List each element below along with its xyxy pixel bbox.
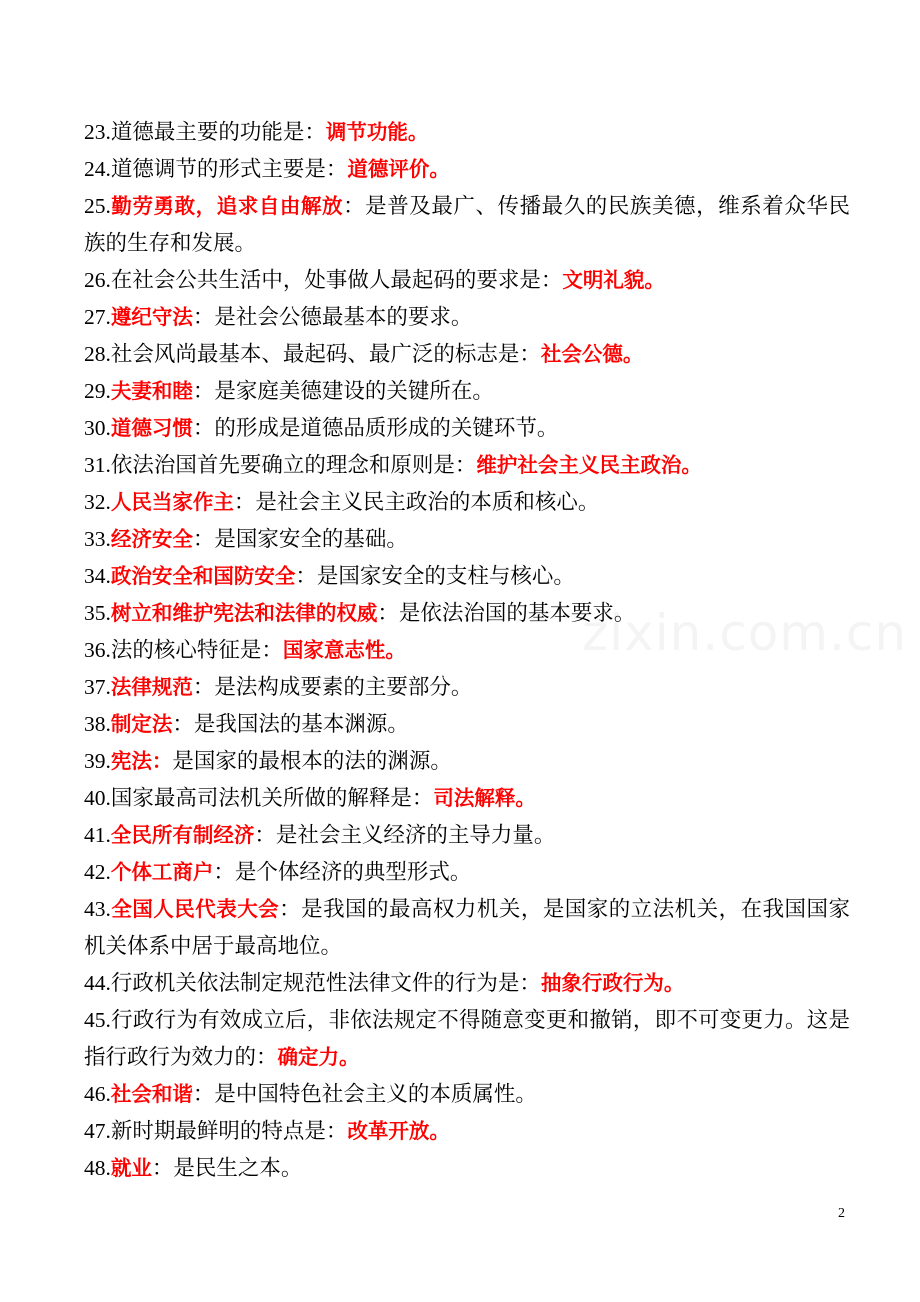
highlighted-answer: 道德评价。 (347, 157, 450, 181)
item-number: 25. (84, 194, 111, 218)
item-number: 42. (84, 860, 111, 884)
page-number: 2 (838, 1206, 845, 1221)
item-number: 23. (84, 120, 111, 144)
item-text: 法的核心特征是： (110, 638, 283, 663)
list-item (84, 854, 850, 891)
list-item (84, 965, 850, 1002)
item-number: 43. (84, 897, 111, 921)
item-number: 32. (84, 490, 111, 514)
highlighted-answer: 道德习惯 (110, 416, 193, 440)
highlighted-answer: 制定法 (110, 712, 173, 736)
highlighted-answer: 法律规范 (110, 675, 193, 699)
item-text: ：是社会主义民主政治的本质和核心。 (233, 490, 600, 515)
list-item (84, 373, 850, 410)
item-text: ：是我国的最高权力机关，是国家的立法机关，在我国国家机关体系中居于最高地位。 (84, 897, 850, 959)
item-number: 27. (84, 305, 111, 329)
list-item (84, 447, 850, 484)
item-text: 依法治国首先要确立的理念和原则是： (110, 453, 477, 478)
item-text: 社会风尚最基本、最起码、最广泛的标志是： (110, 342, 541, 367)
item-number: 31. (84, 453, 111, 477)
highlighted-answer: 全国人民代表大会 (110, 897, 280, 921)
highlighted-answer: 抽象行政行为。 (540, 971, 685, 995)
item-text: ：是社会主义经济的主导力量。 (254, 823, 556, 848)
highlighted-answer: 就业 (110, 1156, 152, 1180)
highlighted-answer: 国家意志性。 (282, 638, 406, 662)
highlighted-answer: 调节功能。 (325, 120, 429, 144)
item-number: 26. (84, 268, 111, 292)
list-item (84, 743, 850, 780)
item-number: 40. (84, 786, 111, 810)
item-text: 是国家的最根本的法的渊源。 (172, 749, 452, 774)
item-number: 47. (84, 1119, 111, 1143)
highlighted-answer: 人民当家作主 (110, 490, 234, 514)
highlighted-answer: 政治安全和国防安全 (110, 564, 296, 588)
list-item (84, 891, 850, 965)
list-item (84, 1113, 850, 1150)
highlighted-answer: 社会公德。 (540, 342, 644, 366)
item-text: ：是依法治国的基本要求。 (377, 601, 636, 626)
item-text: ：是社会公德最基本的要求。 (192, 305, 473, 330)
item-text: ：是我国法的基本渊源。 (172, 712, 409, 737)
highlighted-answer: 维护社会主义民主政治。 (476, 453, 702, 477)
item-number: 39. (84, 749, 111, 773)
list-item (84, 188, 850, 262)
list-item (84, 521, 850, 558)
item-text: ：是法构成要素的主要部分。 (192, 675, 473, 700)
item-text: 道德最主要的功能是： (110, 120, 326, 145)
highlighted-answer: 文明礼貌。 (562, 268, 665, 292)
item-number: 35. (84, 601, 111, 625)
item-number: 48. (84, 1156, 111, 1180)
list-item (84, 410, 850, 447)
item-number: 34. (84, 564, 111, 588)
highlighted-answer: 社会和谐 (110, 1082, 193, 1106)
item-text: ：是国家安全的基础。 (192, 527, 408, 552)
list-item (84, 706, 850, 743)
item-number: 30. (84, 416, 111, 440)
highlighted-answer: 改革开放。 (347, 1119, 450, 1143)
item-number: 44. (84, 971, 111, 995)
highlighted-answer: 宪法： (110, 749, 173, 773)
watermark: zixin.com.cn (582, 604, 908, 662)
highlighted-answer: 遵纪守法 (110, 305, 193, 329)
highlighted-answer: 司法解释。 (433, 786, 536, 810)
list-item (84, 336, 850, 373)
item-text: 行政机关依法制定规范性法律文件的行为是： (110, 971, 541, 996)
list-item (84, 1076, 850, 1113)
item-number: 41. (84, 823, 111, 847)
item-number: 36. (84, 638, 111, 662)
list-item (84, 299, 850, 336)
item-text: 行政行为有效成立后，非依法规定不得随意变更和撤销，即不可变更力。这是指行政行为效力的： (84, 1008, 850, 1070)
list-item (84, 1150, 850, 1187)
list-item (84, 262, 850, 299)
item-text: 道德调节的形式主要是： (110, 157, 348, 182)
highlighted-answer: 个体工商户 (110, 860, 214, 884)
item-text: 新时期最鲜明的特点是： (110, 1119, 348, 1144)
list-item (84, 558, 850, 595)
item-text: ：是中国特色社会主义的本质属性。 (192, 1082, 537, 1107)
list-item (84, 780, 850, 817)
highlighted-answer: 全民所有制经济 (110, 823, 255, 847)
item-text: 国家最高司法机关所做的解释是： (110, 786, 434, 811)
item-number: 45. (84, 1008, 111, 1032)
list-item (84, 114, 850, 151)
highlighted-answer: 经济安全 (110, 527, 193, 551)
highlighted-answer: 树立和维护宪法和法律的权威 (110, 601, 378, 625)
item-text: ：是民生之本。 (151, 1156, 303, 1181)
highlighted-answer: 夫妻和睦 (110, 379, 193, 403)
list-item (84, 669, 850, 706)
item-number: 33. (84, 527, 111, 551)
item-number: 29. (84, 379, 111, 403)
item-text: ：是国家安全的支柱与核心。 (295, 564, 575, 589)
item-number: 37. (84, 675, 111, 699)
item-text: ：是家庭美德建设的关键所在。 (192, 379, 494, 404)
highlighted-answer: 勤劳勇敢，追求自由解放 (110, 194, 344, 218)
list-item (84, 151, 850, 188)
item-text: 在社会公共生活中，处事做人最起码的要求是： (110, 268, 563, 293)
item-text: ：是个体经济的典型形式。 (213, 860, 472, 885)
list-item (84, 484, 850, 521)
item-number: 24. (84, 157, 111, 181)
list-item (84, 1002, 850, 1076)
item-number: 46. (84, 1082, 111, 1106)
item-text: ：是普及最广、传播最久的民族美德，维系着众华民族的生存和发展。 (84, 194, 850, 256)
item-text: ：的形成是道德品质形成的关键环节。 (192, 416, 559, 441)
highlighted-answer: 确定力。 (277, 1045, 360, 1069)
list-item (84, 817, 850, 854)
item-number: 38. (84, 712, 111, 736)
item-number: 28. (84, 342, 111, 366)
